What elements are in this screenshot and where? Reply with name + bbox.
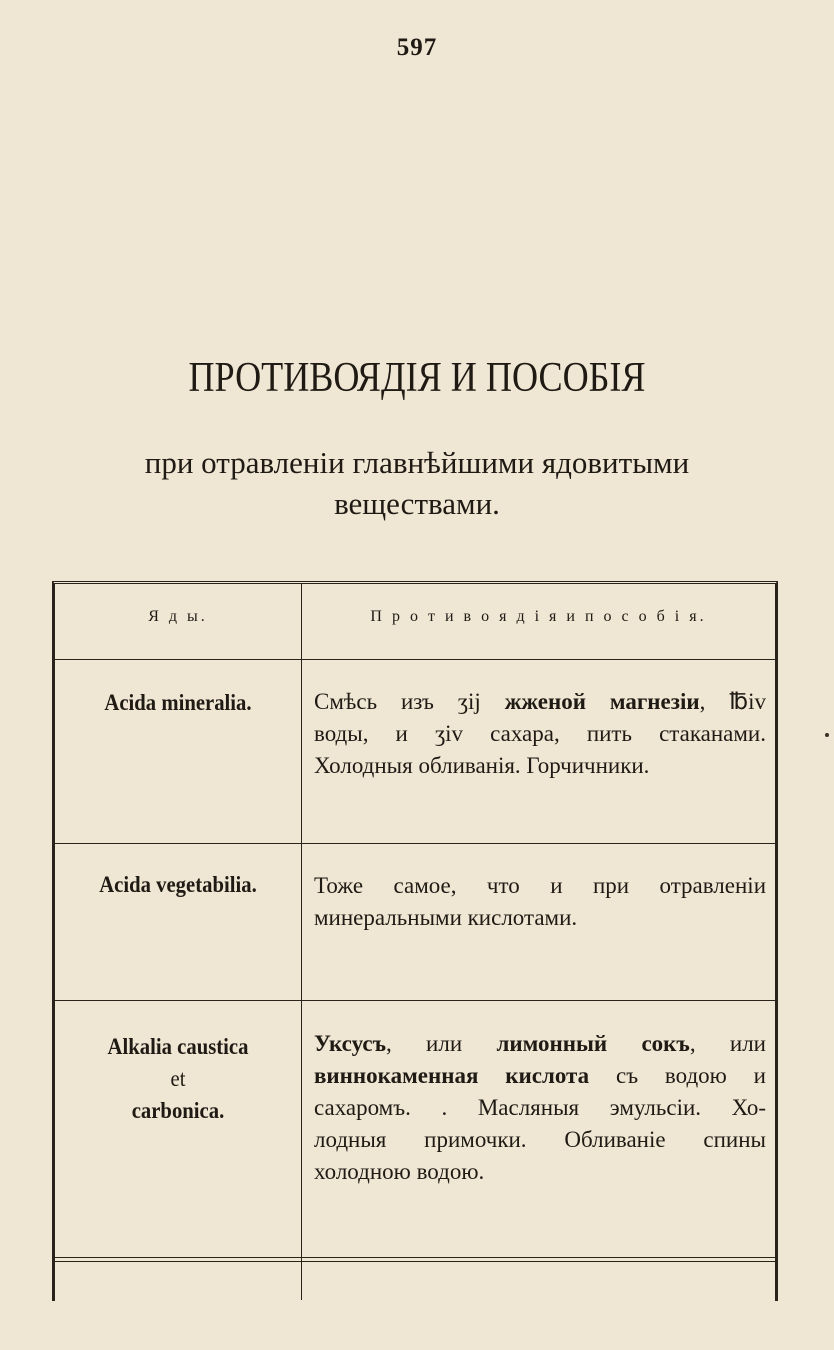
column-header-poisons: Я д ы. [148,608,208,625]
antidote-line: воды, и ʒiv сахара, пить стаканами. [314,721,766,746]
antidote-line: минеральными кислотами. [314,905,578,930]
antidote-line: Уксусъ, или лимонный сокъ, или [314,1031,766,1056]
table-row-rule [55,1257,775,1258]
subtitle-line-1: при отравленіи главнѣйшими ядовитыми [144,445,690,480]
table-header-rule [55,659,775,660]
poison-name [55,687,301,719]
antidote-text [314,686,766,782]
poison-name-line: Acida vegetabilia. [99,872,257,897]
antidote-line: лодныя примочки. Обливаніе спины [314,1127,766,1152]
table-row-rule [55,1261,775,1262]
antidote-line: виннокаменная кислота съ водою и [314,1063,766,1088]
poison-name [55,869,301,901]
ink-speck [825,733,829,737]
antidote-line: Тоже самое, что и при отравленіи [314,873,766,898]
page-title: ПРОТИВОЯДІЯ И ПОСОБІЯ [188,355,646,401]
page-number: 597 [396,34,438,61]
subtitle-line-2: веществами. [334,486,500,521]
poison-name-line: et [170,1066,186,1091]
column-header-antidotes: П р о т и в о я д і я и п о с о б і я. [370,608,707,625]
poison-name-line: Alkalia caustica [107,1034,249,1059]
antidote-line: Смѣсь изъ ʒij жженой магнезіи, ℔iv [314,689,767,714]
table-column-divider [301,584,302,1300]
antidote-line: холодною водою. [314,1159,485,1184]
antidote-line: Холодныя обливанія. Горчичники. [314,753,650,778]
poison-name-line: carbonica. [131,1098,225,1123]
antidote-text [314,870,766,934]
table-row-rule [55,1000,775,1001]
antidote-line: сахаромъ. . Масляныя эмульсіи. Хо- [314,1095,766,1120]
poison-name-line: Acida mineralia. [104,690,252,715]
table-row-rule [55,843,775,844]
antidote-text [314,1028,766,1188]
poison-name [55,1031,301,1127]
